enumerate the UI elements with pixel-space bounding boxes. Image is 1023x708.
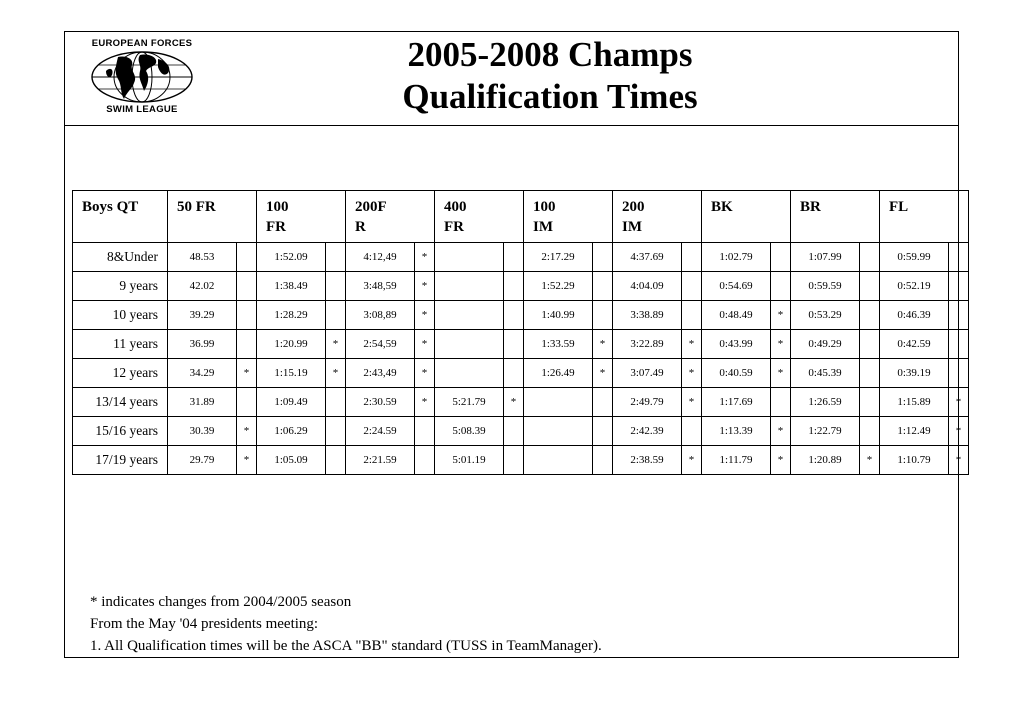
time-cell: 0:54.69 — [702, 272, 771, 301]
note-standard: 1. All Qualification times will be the ASCA "BB" standard (TUSS in TeamManager). — [90, 638, 602, 654]
time-cell: 0:59.59 — [791, 272, 860, 301]
time-cell — [435, 359, 504, 388]
table-row — [73, 446, 969, 475]
time-cell — [435, 301, 504, 330]
change-marker-cell — [860, 359, 880, 388]
change-marker-cell — [504, 359, 524, 388]
change-marker-cell — [593, 388, 613, 417]
change-marker-cell: * — [682, 388, 702, 417]
change-marker-cell — [860, 388, 880, 417]
change-marker-cell: * — [771, 330, 791, 359]
time-cell: 1:15.19 — [257, 359, 326, 388]
age-group-cell: 13/14 years — [73, 388, 168, 417]
change-marker-cell — [860, 272, 880, 301]
change-marker-cell: * — [949, 417, 969, 446]
age-group-cell: 11 years — [73, 330, 168, 359]
header-line: BR — [800, 199, 821, 215]
change-marker-cell — [326, 301, 346, 330]
change-marker-cell — [237, 243, 257, 272]
change-marker-cell — [415, 417, 435, 446]
globe-swimmer-icon — [88, 49, 196, 105]
table-row — [73, 359, 969, 388]
change-marker-cell — [326, 243, 346, 272]
time-cell — [435, 272, 504, 301]
column-header — [791, 191, 880, 243]
time-cell: 31.89 — [168, 388, 237, 417]
change-marker-cell: * — [949, 446, 969, 475]
time-cell: 0:39.19 — [880, 359, 949, 388]
time-cell: 1:38.49 — [257, 272, 326, 301]
age-group-cell: 15/16 years — [73, 417, 168, 446]
change-marker-cell: * — [682, 359, 702, 388]
time-cell — [524, 388, 593, 417]
header-line: FL — [889, 199, 909, 215]
change-marker-cell — [860, 243, 880, 272]
time-cell: 2:49.79 — [613, 388, 682, 417]
time-cell: 5:21.79 — [435, 388, 504, 417]
time-cell: 1:09.49 — [257, 388, 326, 417]
header-line: 200F — [355, 199, 387, 215]
time-cell: 1:05.09 — [257, 446, 326, 475]
time-cell: 0:48.49 — [702, 301, 771, 330]
change-marker-cell — [682, 243, 702, 272]
header-row — [73, 191, 969, 243]
time-cell: 2:54,59 — [346, 330, 415, 359]
header-line: IM — [533, 219, 553, 235]
change-marker-cell — [504, 417, 524, 446]
age-group-cell: 10 years — [73, 301, 168, 330]
time-cell: 1:20.99 — [257, 330, 326, 359]
time-cell — [524, 417, 593, 446]
change-marker-cell — [593, 272, 613, 301]
time-cell: 0:45.39 — [791, 359, 860, 388]
change-marker-cell: * — [593, 359, 613, 388]
header-divider — [64, 125, 959, 126]
column-header — [880, 191, 969, 243]
header-line: 50 FR — [177, 199, 216, 215]
change-marker-cell: * — [237, 446, 257, 475]
time-cell — [435, 243, 504, 272]
table-header — [73, 191, 969, 243]
time-cell: 3:22.89 — [613, 330, 682, 359]
table-row — [73, 272, 969, 301]
change-marker-cell — [682, 272, 702, 301]
league-logo — [82, 37, 202, 119]
time-cell: 1:17.69 — [702, 388, 771, 417]
time-cell: 1:12.49 — [880, 417, 949, 446]
change-marker-cell — [326, 446, 346, 475]
time-cell: 2:17.29 — [524, 243, 593, 272]
column-header — [702, 191, 791, 243]
change-marker-cell: * — [415, 243, 435, 272]
time-cell: 2:30.59 — [346, 388, 415, 417]
change-marker-cell — [682, 417, 702, 446]
change-marker-cell — [326, 272, 346, 301]
time-cell: 34.29 — [168, 359, 237, 388]
time-cell — [435, 330, 504, 359]
time-cell: 1:06.29 — [257, 417, 326, 446]
time-cell: 2:24.59 — [346, 417, 415, 446]
change-marker-cell: * — [326, 330, 346, 359]
column-header — [257, 191, 346, 243]
logo-top-text: EUROPEAN FORCES — [91, 38, 193, 49]
time-cell: 3:07.49 — [613, 359, 682, 388]
header-line: BK — [711, 199, 733, 215]
time-cell: 1:13.39 — [702, 417, 771, 446]
change-marker-cell — [593, 417, 613, 446]
change-marker-cell — [949, 359, 969, 388]
time-cell: 1:07.99 — [791, 243, 860, 272]
time-cell: 2:38.59 — [613, 446, 682, 475]
change-marker-cell — [771, 243, 791, 272]
column-header — [435, 191, 524, 243]
change-marker-cell — [949, 330, 969, 359]
header-line: 100 — [533, 199, 556, 215]
time-cell: 1:22.79 — [791, 417, 860, 446]
change-marker-cell — [326, 417, 346, 446]
age-group-cell: 12 years — [73, 359, 168, 388]
change-marker-cell — [771, 272, 791, 301]
change-marker-cell: * — [415, 301, 435, 330]
column-header — [613, 191, 702, 243]
change-marker-cell — [237, 272, 257, 301]
change-marker-cell: * — [771, 446, 791, 475]
change-marker-cell — [593, 243, 613, 272]
column-header — [524, 191, 613, 243]
note-meeting: From the May '04 presidents meeting: — [90, 616, 319, 632]
time-cell: 1:33.59 — [524, 330, 593, 359]
time-cell: 29.79 — [168, 446, 237, 475]
change-marker-cell — [949, 272, 969, 301]
age-group-cell: 17/19 years — [73, 446, 168, 475]
table-row — [73, 388, 969, 417]
time-cell: 4:04.09 — [613, 272, 682, 301]
time-cell: 1:52.09 — [257, 243, 326, 272]
change-marker-cell: * — [415, 330, 435, 359]
change-marker-cell: * — [415, 359, 435, 388]
change-marker-cell — [860, 417, 880, 446]
change-marker-cell: * — [326, 359, 346, 388]
change-marker-cell — [415, 446, 435, 475]
change-marker-cell — [326, 388, 346, 417]
change-marker-cell: * — [682, 446, 702, 475]
time-cell: 1:11.79 — [702, 446, 771, 475]
change-marker-cell — [593, 301, 613, 330]
change-marker-cell — [504, 243, 524, 272]
time-cell: 5:08.39 — [435, 417, 504, 446]
time-cell: 1:28.29 — [257, 301, 326, 330]
header-line: FR — [444, 219, 464, 235]
time-cell: 2:42.39 — [613, 417, 682, 446]
time-cell: 0:53.29 — [791, 301, 860, 330]
change-marker-cell: * — [682, 330, 702, 359]
table-row — [73, 301, 969, 330]
time-cell: 0:43.99 — [702, 330, 771, 359]
header-line: FR — [266, 219, 286, 235]
change-marker-cell — [504, 330, 524, 359]
page-title — [300, 34, 800, 118]
time-cell: 39.29 — [168, 301, 237, 330]
time-cell: 1:15.89 — [880, 388, 949, 417]
change-marker-cell: * — [415, 272, 435, 301]
time-cell: 48.53 — [168, 243, 237, 272]
time-cell: 5:01.19 — [435, 446, 504, 475]
time-cell: 0:49.29 — [791, 330, 860, 359]
time-cell: 1:26.59 — [791, 388, 860, 417]
header-line: R — [355, 219, 366, 235]
change-marker-cell: * — [415, 388, 435, 417]
change-marker-cell — [949, 243, 969, 272]
note-asterisk-legend: * indicates changes from 2004/2005 season — [90, 594, 352, 610]
change-marker-cell — [237, 388, 257, 417]
change-marker-cell: * — [771, 359, 791, 388]
time-cell: 30.39 — [168, 417, 237, 446]
change-marker-cell: * — [593, 330, 613, 359]
change-marker-cell — [504, 272, 524, 301]
header-line: 200 — [622, 199, 645, 215]
age-group-cell: 8&Under — [73, 243, 168, 272]
time-cell: 0:59.99 — [880, 243, 949, 272]
time-cell: 0:46.39 — [880, 301, 949, 330]
age-group-cell: 9 years — [73, 272, 168, 301]
change-marker-cell — [860, 330, 880, 359]
time-cell: 3:08,89 — [346, 301, 415, 330]
change-marker-cell — [593, 446, 613, 475]
change-marker-cell: * — [237, 417, 257, 446]
change-marker-cell — [682, 301, 702, 330]
time-cell: 4:12,49 — [346, 243, 415, 272]
notes — [90, 591, 602, 657]
change-marker-cell — [504, 301, 524, 330]
change-marker-cell: * — [237, 359, 257, 388]
table-row — [73, 330, 969, 359]
header-line: 400 — [444, 199, 467, 215]
time-cell: 1:10.79 — [880, 446, 949, 475]
time-cell: 0:52.19 — [880, 272, 949, 301]
change-marker-cell — [237, 330, 257, 359]
qualification-times-table — [72, 190, 969, 475]
time-cell: 42.02 — [168, 272, 237, 301]
time-cell: 0:42.59 — [880, 330, 949, 359]
logo-bottom-text: SWIM LEAGUE — [106, 104, 178, 115]
change-marker-cell — [504, 446, 524, 475]
change-marker-cell: * — [771, 301, 791, 330]
time-cell — [524, 446, 593, 475]
table-row — [73, 417, 969, 446]
change-marker-cell — [860, 301, 880, 330]
column-header-boys-qt — [73, 191, 168, 243]
header-line: Boys QT — [82, 199, 139, 215]
time-cell: 0:40.59 — [702, 359, 771, 388]
column-header — [168, 191, 257, 243]
change-marker-cell: * — [504, 388, 524, 417]
change-marker-cell — [237, 301, 257, 330]
table-body — [73, 243, 969, 475]
time-cell: 2:43,49 — [346, 359, 415, 388]
time-cell: 1:02.79 — [702, 243, 771, 272]
change-marker-cell: * — [860, 446, 880, 475]
time-cell: 4:37.69 — [613, 243, 682, 272]
time-cell: 1:26.49 — [524, 359, 593, 388]
change-marker-cell: * — [949, 388, 969, 417]
change-marker-cell — [949, 301, 969, 330]
header-line: 100 — [266, 199, 289, 215]
column-header — [346, 191, 435, 243]
time-cell: 2:21.59 — [346, 446, 415, 475]
table-row — [73, 243, 969, 272]
header-line: IM — [622, 219, 642, 235]
time-cell: 3:48,59 — [346, 272, 415, 301]
time-cell: 36.99 — [168, 330, 237, 359]
time-cell: 1:40.99 — [524, 301, 593, 330]
title-line-2: Qualification Times — [402, 77, 698, 116]
change-marker-cell: * — [771, 417, 791, 446]
change-marker-cell — [771, 388, 791, 417]
time-cell: 3:38.89 — [613, 301, 682, 330]
time-cell: 1:20.89 — [791, 446, 860, 475]
title-line-1: 2005-2008 Champs — [407, 35, 693, 74]
time-cell: 1:52.29 — [524, 272, 593, 301]
